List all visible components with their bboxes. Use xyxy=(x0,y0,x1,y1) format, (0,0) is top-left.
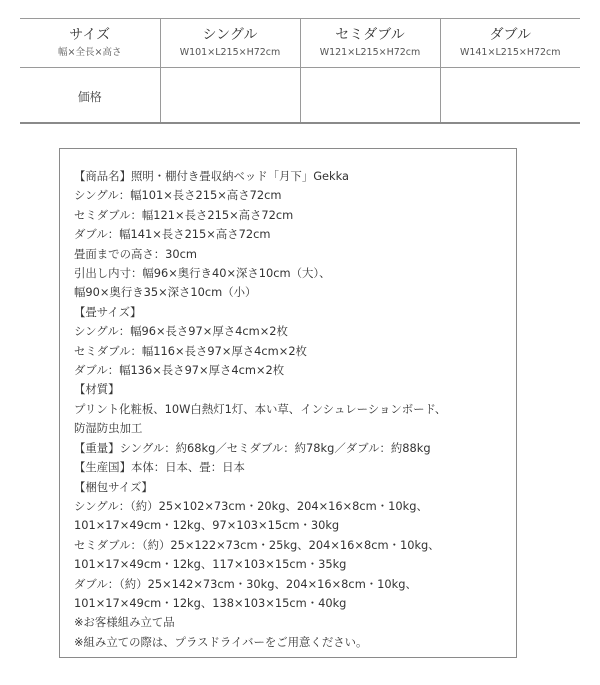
spec-line: 幅90×奥行き35×深さ10cm（小） xyxy=(74,285,257,300)
header-cell-semi-double xyxy=(300,19,440,68)
header-cell-size xyxy=(20,19,160,68)
spec-line: ダブル：幅136×長さ97×厚さ4cm×2枚 xyxy=(74,363,285,378)
spec-line: 畳面までの高さ：30cm xyxy=(74,246,197,261)
spec-line: ダブル：（約）25×142×73cm・30kg、204×16×8cm・10kg、 xyxy=(74,576,417,591)
header-semi-double-label: セミダブル xyxy=(335,26,405,43)
price-cell-double xyxy=(440,68,580,124)
spec-line: 引出し内寸：幅96×奥行き40×深さ10cm（大）、 xyxy=(74,266,331,281)
spec-line: セミダブル：（約）25×122×73cm・25kg、204×16×8cm・10kg、 xyxy=(74,537,440,552)
spec-line: シングル：幅96×長さ97×厚さ4cm×2枚 xyxy=(74,324,288,339)
spec-line: 101×17×49cm・12kg、117×103×15cm・35kg xyxy=(74,557,347,572)
spec-line: ※お客様組み立て品 xyxy=(74,615,175,630)
header-double-label: ダブル xyxy=(489,26,531,43)
product-spec-box xyxy=(59,148,517,658)
table-header-row xyxy=(20,19,580,68)
spec-line: セミダブル：幅121×長さ215×高さ72cm xyxy=(74,207,294,222)
header-cell-single xyxy=(160,19,300,68)
size-spec-table xyxy=(20,18,580,124)
spec-line: 【重量】シングル：約68kg／セミダブル：約78kg／ダブル：約88kg xyxy=(74,440,431,455)
spec-line: ※組み立ての際は、プラスドライバーをご用意ください。 xyxy=(74,634,368,649)
spec-line: シングル：（約）25×102×73cm・20kg、204×16×8cm・10kg、 xyxy=(74,498,428,513)
header-cell-double xyxy=(440,19,580,68)
spec-line: ダブル：幅141×長さ215×高さ72cm xyxy=(74,227,271,242)
header-size-sub: 幅×全長×高さ xyxy=(58,46,122,58)
spec-line: 【商品名】照明・棚付き畳収納ベッド「月下」Gekka xyxy=(74,169,350,183)
spec-line: 【生産国】本体：日本、畳：日本 xyxy=(74,460,245,475)
spec-line: シングル：幅101×長さ215×高さ72cm xyxy=(74,188,282,203)
header-single-dimensions: W101×L215×H72cm xyxy=(179,46,281,58)
header-size-label: サイズ xyxy=(69,26,111,43)
header-semi-double-dimensions: W121×L215×H72cm xyxy=(319,46,421,58)
spec-line: 【畳サイズ】 xyxy=(74,304,142,319)
price-cell-single xyxy=(160,68,300,124)
spec-line: プリント化粧板、10W白熱灯1灯、本い草、インシュレーションボード、 xyxy=(74,401,447,416)
spec-line: 101×17×49cm・12kg、138×103×15cm・40kg xyxy=(74,595,347,610)
spec-line: 防湿防虫加工 xyxy=(74,421,143,436)
price-row xyxy=(20,68,580,124)
spec-line: 【材質】 xyxy=(74,382,120,397)
spec-line: セミダブル：幅116×長さ97×厚さ4cm×2枚 xyxy=(74,343,307,358)
header-single-label: シングル xyxy=(202,26,258,43)
price-label: 価格 xyxy=(77,89,102,104)
spec-line: 101×17×49cm・12kg、97×103×15cm・30kg xyxy=(74,518,340,533)
price-label-cell xyxy=(20,68,160,124)
spec-line: 【梱包サイズ】 xyxy=(74,479,153,494)
header-double-dimensions: W141×L215×H72cm xyxy=(459,46,561,58)
price-cell-semi-double xyxy=(300,68,440,124)
